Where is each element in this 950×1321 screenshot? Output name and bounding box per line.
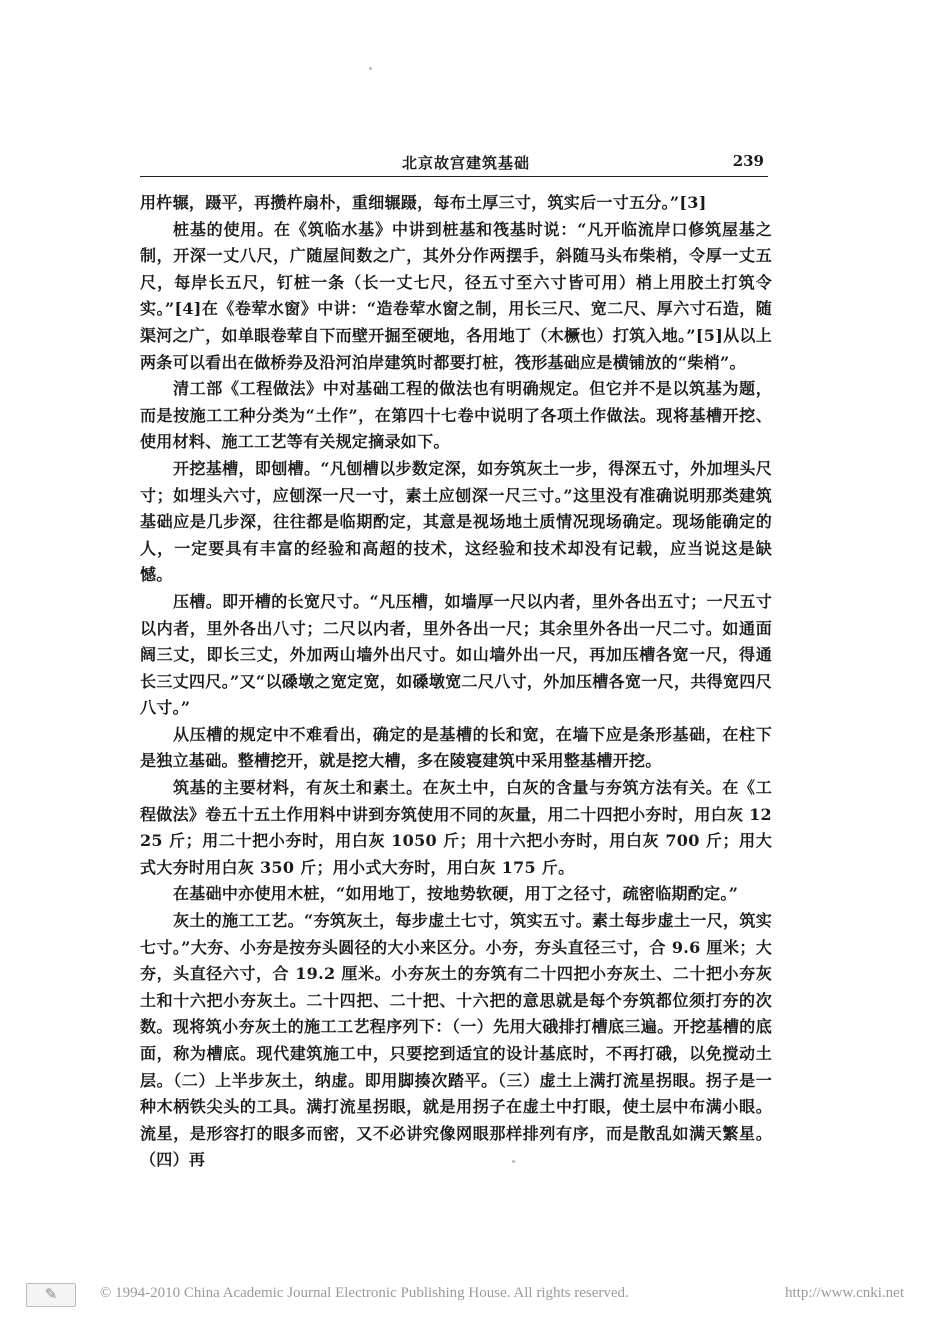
cnki-logo-icon: ✎ — [26, 1283, 76, 1307]
running-header — [140, 150, 768, 177]
article-body — [140, 190, 772, 1174]
paragraph: 压槽。即开槽的长宽尺寸。“凡压槽，如墙厚一尺以内者，里外各出五寸；一尺五寸以内者，里外各出八寸；二尺以内者，里外各出一尺；其余里外各出一尺二寸。如通面阔三丈，即长三丈，外加两山墙外出尺寸。如山墙外出一尺，再加压槽各宽一尺，得通长三丈四尺。”又“以磉墩之宽定宽，如磉墩宽二尺八寸，外加压槽各宽一尺，共得宽四尺八寸。” — [140, 591, 772, 718]
scan-speck — [369, 67, 372, 70]
paragraph: 在基础中亦使用木桩，“如用地丁，按地势软硬，用丁之径寸，疏密临期酌定。” — [173, 884, 739, 904]
paragraph: 用杵辗，蹑平，再攒杵扇朴，重细辗蹑，每布土厚三寸，筑实后一寸五分。”[3] — [140, 193, 707, 212]
footer-copyright: © 1994-2010 China Academic Journal Electronic Publishing House. All rights reserved. — [100, 1285, 629, 1301]
paragraph: 筑基的主要材料，有灰土和素土。在灰土中，白灰的含量与夯筑方法有关。在《工程做法》卷五十五土作用料中讲到夯筑使用不同的灰量，用二十四把小夯时，用白灰 1225 斤；用二十把小夯时，用白灰 1050 斤；用十六把小夯时，用白灰 700 斤；用大式大夯时用白灰 350 斤；用小式大夯时，用白灰 175 斤。 — [140, 778, 772, 877]
paragraph: 桩基的使用。在《筑临水基》中讲到桩基和筏基时说：“凡开临流岸口修筑屋基之制，开深一丈八尺，广随屋间数之广，其外分作两摆手，斜随马头布柴梢，令厚一丈五尺，每岸长五尺，钉桩一条（长一丈七尺，径五寸至六寸皆可用）梢上用胶土打筑令实。”[4]在《卷荤水窗》中讲：“造卷荤水窗之制，用长三尺、宽二尺、厚六寸石造，随渠河之广，如单眼卷荤自下而壁开掘至硬地，各用地丁（木橛也）打筑入地。”[5]从以上两条可以看出在做桥券及沿河泊岸建筑时都要打桩，筏形基础应是横铺放的“柴梢”。 — [140, 219, 772, 372]
page-number: 239 — [732, 152, 764, 170]
header-title: 北京故宫建筑基础 — [402, 154, 531, 172]
paragraph: 从压槽的规定中不难看出，确定的是基槽的长和宽，在墙下应是条形基础，在柱下是独立基础。整槽挖开，就是挖大槽，多在陵寝建筑中采用整基槽开挖。 — [140, 724, 772, 771]
footer-url-link[interactable]: http://www.cnki.net — [784, 1285, 904, 1301]
paragraph: 灰土的施工工艺。“夯筑灰土，每步虚土七寸，筑实五寸。素土每步虚土一尺，筑实七寸。”大夯、小夯是按夯头圆径的大小来区分。小夯，夯头直径三寸，合 9.6 厘米；大夯，头直径六寸，合 19.2 厘米。小夯灰土的夯筑有二十四把小夯灰土、二十把小夯灰土和十六把小夯灰土。二十四把、二十把、十六把的意思就是每个夯筑都位须打夯的次数。现将筑小夯灰土的施工工艺程序列下：（一）先用大硪排打槽底三遍。开挖基槽的底面，称为槽底。现代建筑施工中，只要挖到适宜的设计基底时，不再打硪，以免搅动土层。（二）上半步灰土，纳虚。即用脚揍次踏平。（三）虚土上满打流星拐眼。拐子是一种木柄铁尖头的工具。满打流星拐眼，就是用拐子在虚土中打眼，使土层中布满小眼。流星，是形容打的眼多而密，又不必讲究像网眼那样排列有序，而是散乱如满天繁星。（四）再 — [140, 911, 772, 1170]
page-footer — [26, 1283, 926, 1307]
paragraph: 清工部《工程做法》中对基础工程的做法也有明确规定。但它并不是以筑基为题，而是按施工工种分类为“土作”，在第四十七卷中说明了各项土作做法。现将基槽开挖、使用材料、施工工艺等有关规定摘录如下。 — [140, 379, 772, 452]
paragraph: 开挖基槽，即刨槽。“凡刨槽以步数定深，如夯筑灰土一步，得深五寸，外加埋头尺寸；如埋头六寸，应刨深一尺一寸，素土应刨深一尺三寸。”这里没有准确说明那类建筑基础应是几步深，往往都是临期酌定，其意是视场地土质情况现场确定。现场能确定的人，一定要具有丰富的经验和高超的技术，这经验和技术却没有记载，应当说这是缺憾。 — [140, 458, 772, 585]
